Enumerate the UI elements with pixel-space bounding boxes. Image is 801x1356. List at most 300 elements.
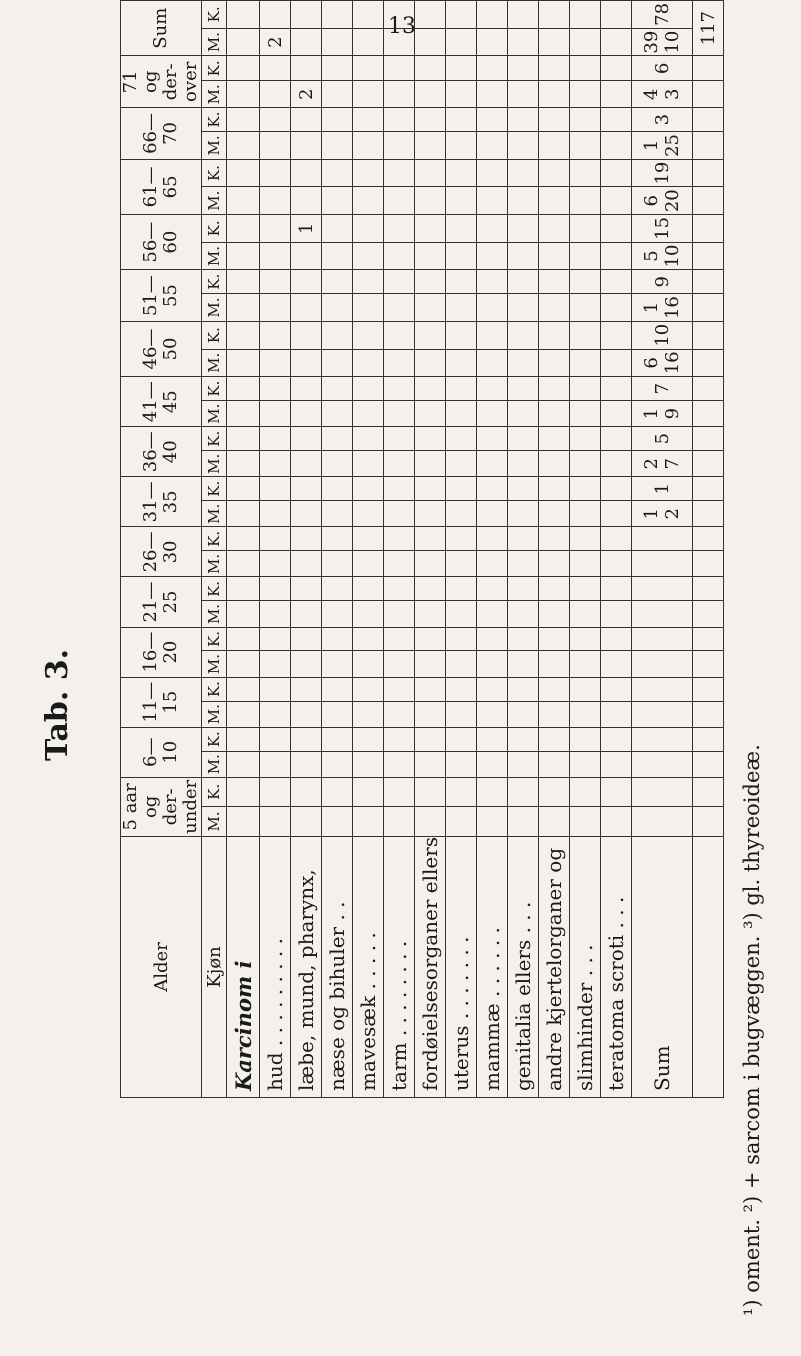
- table-cell: [415, 215, 446, 243]
- table-cell: [291, 28, 322, 56]
- sex-header-k: K.: [202, 321, 227, 349]
- row-label: teratoma scroti . . .: [601, 836, 632, 1097]
- table-cell: [322, 321, 353, 349]
- age-group-header: 56—60: [121, 215, 202, 270]
- table-cell: [322, 401, 353, 427]
- sum-cell: 1 9: [632, 401, 693, 427]
- table-cell: [539, 427, 570, 451]
- table-cell: [539, 727, 570, 751]
- empty-cell: [693, 527, 724, 551]
- table-cell: [260, 477, 291, 501]
- table-cell: [539, 527, 570, 551]
- table-cell: [570, 215, 601, 243]
- empty-cell: [693, 806, 724, 836]
- table-cell: [508, 427, 539, 451]
- table-cell: [570, 427, 601, 451]
- table-cell: [477, 577, 508, 601]
- table-cell: [415, 451, 446, 477]
- table-cell: [322, 187, 353, 215]
- empty-cell: [227, 132, 260, 160]
- table-cell: [570, 527, 601, 551]
- table-cell: [415, 651, 446, 677]
- table-cell: [353, 108, 384, 132]
- table-cell: [477, 28, 508, 56]
- table-cell: [570, 28, 601, 56]
- table-cell: [384, 427, 415, 451]
- table-cell: 2: [291, 81, 322, 108]
- table-cell: [384, 159, 415, 187]
- table-cell: [322, 349, 353, 377]
- table-cell: [539, 477, 570, 501]
- table-cell: [384, 501, 415, 527]
- table-cell: [260, 527, 291, 551]
- empty-cell: [693, 601, 724, 627]
- table-cell: [260, 427, 291, 451]
- row-label: genitalia ellers . . .: [508, 836, 539, 1097]
- table-cell: [477, 727, 508, 751]
- table-cell: [570, 349, 601, 377]
- table-cell: [384, 294, 415, 322]
- table-cell: [446, 187, 477, 215]
- table-cell: [384, 627, 415, 651]
- empty-cell: [227, 777, 260, 806]
- table-row: [384, 1, 415, 1098]
- age-group-header: 41—45: [121, 377, 202, 427]
- empty-cell: [227, 108, 260, 132]
- table-row: [353, 1, 384, 1098]
- table-cell: [570, 81, 601, 108]
- table-cell: [322, 627, 353, 651]
- table-cell: [291, 242, 322, 270]
- table-cell: [322, 601, 353, 627]
- table-cell: [384, 451, 415, 477]
- sex-header-m: M.: [202, 601, 227, 627]
- table-cell: [570, 627, 601, 651]
- table-cell: [322, 806, 353, 836]
- sex-header-m: M.: [202, 806, 227, 836]
- table-cell: [570, 727, 601, 751]
- sum-cell: 3: [632, 108, 693, 132]
- table-cell: [570, 270, 601, 294]
- table-cell: [260, 377, 291, 401]
- table-cell: [384, 727, 415, 751]
- table-cell: [353, 551, 384, 577]
- table-cell: [601, 751, 632, 777]
- table-cell: [322, 577, 353, 601]
- table-cell: [477, 1, 508, 29]
- sex-header-k: K.: [202, 577, 227, 601]
- table-cell: [477, 651, 508, 677]
- table-cell: [570, 159, 601, 187]
- empty-cell: [227, 451, 260, 477]
- table-cell: [322, 108, 353, 132]
- table-cell: [446, 527, 477, 551]
- row-label: uterus . . . . . . .: [446, 836, 477, 1097]
- table-cell: [570, 551, 601, 577]
- table-cell: [384, 551, 415, 577]
- table-cell: [291, 187, 322, 215]
- table-cell: [353, 1, 384, 29]
- empty-cell: [227, 242, 260, 270]
- sum-cell: 2 7: [632, 451, 693, 477]
- table-cell: [570, 651, 601, 677]
- table-cell: [322, 159, 353, 187]
- table-cell: [353, 28, 384, 56]
- table-cell: [353, 56, 384, 81]
- table-cell: [322, 651, 353, 677]
- empty-cell: [693, 81, 724, 108]
- empty-cell: [227, 377, 260, 401]
- table-cell: [260, 187, 291, 215]
- group-heading: Karcinom i: [227, 836, 260, 1097]
- table-cell: [291, 427, 322, 451]
- table-cell: [291, 627, 322, 651]
- table-cell: [477, 806, 508, 836]
- table-cell: [260, 56, 291, 81]
- table-cell: [508, 28, 539, 56]
- table-cell: [260, 270, 291, 294]
- table-cell: [353, 81, 384, 108]
- table-cell: [570, 187, 601, 215]
- table-cell: [291, 132, 322, 160]
- sum-cell: 6 20: [632, 187, 693, 215]
- table-cell: [415, 349, 446, 377]
- age-group-header: 66—70: [121, 108, 202, 160]
- table-cell: [446, 321, 477, 349]
- table-cell: [477, 701, 508, 727]
- table-cell: [384, 806, 415, 836]
- table-cell: [539, 159, 570, 187]
- age-group-header: 61—65: [121, 159, 202, 214]
- table-cell: [508, 527, 539, 551]
- sex-header-m: M.: [202, 401, 227, 427]
- table-cell: [601, 451, 632, 477]
- table-row: [322, 1, 353, 1098]
- table-cell: [384, 751, 415, 777]
- table-cell: [508, 56, 539, 81]
- table-cell: [384, 377, 415, 401]
- table-cell: [570, 377, 601, 401]
- table-cell: [539, 294, 570, 322]
- row-label: slimhinder . . .: [570, 836, 601, 1097]
- table-cell: [291, 806, 322, 836]
- age-group-header: 16—20: [121, 627, 202, 677]
- table-cell: [446, 28, 477, 56]
- table-cell: [446, 427, 477, 451]
- table-cell: [477, 132, 508, 160]
- table-cell: [539, 651, 570, 677]
- sum-cell: 10: [632, 321, 693, 349]
- sum-cell: 19: [632, 159, 693, 187]
- sum-cell: [632, 651, 693, 677]
- table-cell: [415, 427, 446, 451]
- table-cell: [260, 806, 291, 836]
- table-cell: [601, 427, 632, 451]
- age-group-header: 31—35: [121, 477, 202, 527]
- table-cell: [446, 601, 477, 627]
- empty-cell: [227, 701, 260, 727]
- empty-cell: [693, 270, 724, 294]
- table-cell: [508, 551, 539, 577]
- table-cell: [601, 701, 632, 727]
- table-cell: [260, 81, 291, 108]
- table-cell: [415, 777, 446, 806]
- table-cell: [539, 108, 570, 132]
- table-cell: [384, 777, 415, 806]
- table-cell: [353, 132, 384, 160]
- empty-cell: [227, 215, 260, 243]
- table-cell: [291, 501, 322, 527]
- sex-header-m: M.: [202, 81, 227, 108]
- table-cell: [260, 501, 291, 527]
- age-group-header: 36—40: [121, 427, 202, 477]
- table-cell: [384, 270, 415, 294]
- table-cell: [260, 627, 291, 651]
- empty-cell: [227, 477, 260, 501]
- sum-total: 2: [662, 508, 683, 520]
- table-cell: [539, 777, 570, 806]
- table-cell: [508, 727, 539, 751]
- table-cell: [601, 627, 632, 651]
- table-cell: [601, 377, 632, 401]
- sex-header-k: K.: [202, 377, 227, 401]
- table-cell: [508, 806, 539, 836]
- sex-header-m: M.: [202, 349, 227, 377]
- table-cell: [415, 806, 446, 836]
- sum-total: 9: [662, 407, 683, 420]
- table-cell: [570, 451, 601, 477]
- table-row: [477, 1, 508, 1098]
- table-cell: [384, 527, 415, 551]
- sum-label: Sum: [632, 836, 693, 1097]
- table-cell: [601, 270, 632, 294]
- table-cell: [353, 527, 384, 551]
- table-cell: [508, 777, 539, 806]
- table-cell: [353, 401, 384, 427]
- table-cell: [322, 377, 353, 401]
- table-cell: [353, 577, 384, 601]
- table-cell: [601, 577, 632, 601]
- table-cell: [539, 270, 570, 294]
- table-cell: [353, 601, 384, 627]
- grand-total: 117: [693, 1, 724, 56]
- empty-cell: [693, 777, 724, 806]
- table-cell: [446, 401, 477, 427]
- table-cell: [508, 477, 539, 501]
- table-cell: [539, 551, 570, 577]
- table-cell: [353, 751, 384, 777]
- table-cell: [477, 349, 508, 377]
- table-cell: [260, 401, 291, 427]
- table-cell: [539, 577, 570, 601]
- table-cell: [539, 242, 570, 270]
- empty-cell: [693, 215, 724, 243]
- table-cell: [601, 806, 632, 836]
- table-cell: [415, 577, 446, 601]
- table-cell: [353, 806, 384, 836]
- table-cell: [353, 270, 384, 294]
- table-cell: [601, 1, 632, 29]
- table-cell: [508, 132, 539, 160]
- table-row: [508, 1, 539, 1098]
- table-cell: [601, 527, 632, 551]
- sum-total: 10: [662, 244, 683, 268]
- sum-cell: 78: [632, 1, 693, 29]
- table-cell: [291, 377, 322, 401]
- table-cell: 1: [291, 215, 322, 243]
- kjon-header: Kjøn: [202, 836, 227, 1097]
- age-group-header: Sum: [121, 1, 202, 56]
- table-cell: [446, 477, 477, 501]
- table-cell: [446, 627, 477, 651]
- table-cell: [322, 242, 353, 270]
- table-cell: [291, 1, 322, 29]
- table-cell: [291, 477, 322, 501]
- table-cell: [508, 81, 539, 108]
- table-cell: [353, 677, 384, 701]
- table-row: [415, 1, 446, 1098]
- table-cell: [260, 551, 291, 577]
- table-cell: [508, 677, 539, 701]
- sex-header-k: K.: [202, 159, 227, 187]
- table-cell: [601, 56, 632, 81]
- age-group-header: 21—25: [121, 577, 202, 627]
- table-cell: [353, 215, 384, 243]
- table-cell: [601, 215, 632, 243]
- table-cell: [508, 349, 539, 377]
- table-cell: [570, 1, 601, 29]
- sum-cell: [632, 751, 693, 777]
- table-cell: [415, 751, 446, 777]
- table-cell: [322, 677, 353, 701]
- sum-cell: 1: [632, 477, 693, 501]
- sex-header-m: M.: [202, 501, 227, 527]
- table-cell: [353, 294, 384, 322]
- table-cell: [353, 321, 384, 349]
- age-group-header: 51—55: [121, 270, 202, 322]
- table-cell: [322, 294, 353, 322]
- table-cell: [477, 751, 508, 777]
- table-cell: [570, 477, 601, 501]
- table-cell: [508, 242, 539, 270]
- table-cell: [508, 294, 539, 322]
- table-cell: [601, 108, 632, 132]
- table-cell: [322, 28, 353, 56]
- empty-cell: [227, 627, 260, 651]
- table-cell: [415, 28, 446, 56]
- grand-total-spacer: [693, 836, 724, 1097]
- empty-cell: [227, 401, 260, 427]
- table-cell: [601, 28, 632, 56]
- table-cell: [415, 321, 446, 349]
- table-cell: [415, 242, 446, 270]
- table-cell: [353, 187, 384, 215]
- empty-cell: [227, 349, 260, 377]
- empty-cell: [227, 1, 260, 29]
- empty-cell: [693, 627, 724, 651]
- table-cell: [539, 215, 570, 243]
- row-label: læbe, mund, pharynx,: [291, 836, 322, 1097]
- sex-header-m: M.: [202, 242, 227, 270]
- empty-cell: [693, 321, 724, 349]
- age-group-header: 5 aar og der-under: [121, 777, 202, 836]
- table-cell: [291, 601, 322, 627]
- table-cell: [446, 777, 477, 806]
- table-cell: [291, 727, 322, 751]
- empty-cell: [693, 159, 724, 187]
- empty-cell: [693, 56, 724, 81]
- sex-header-k: K.: [202, 477, 227, 501]
- table-cell: [415, 159, 446, 187]
- table-cell: [508, 751, 539, 777]
- table-cell: [260, 577, 291, 601]
- table-cell: [322, 81, 353, 108]
- table-cell: [508, 401, 539, 427]
- sex-header-m: M.: [202, 551, 227, 577]
- empty-cell: [693, 187, 724, 215]
- table-cell: [384, 401, 415, 427]
- age-group-header: 71 og der-over: [121, 56, 202, 108]
- table-cell: [291, 401, 322, 427]
- table-cell: [539, 401, 570, 427]
- table-cell: [539, 451, 570, 477]
- sex-header-k: K.: [202, 215, 227, 243]
- table-cell: [384, 577, 415, 601]
- table-cell: [446, 751, 477, 777]
- empty-cell: [227, 527, 260, 551]
- table-cell: [415, 187, 446, 215]
- table-cell: [446, 577, 477, 601]
- table-cell: [260, 1, 291, 29]
- table-cell: [291, 56, 322, 81]
- empty-cell: [693, 294, 724, 322]
- table-cell: [291, 777, 322, 806]
- sum-cell: [632, 527, 693, 551]
- table-cell: [384, 108, 415, 132]
- sum-total: 3: [662, 88, 683, 100]
- sex-header-k: K.: [202, 427, 227, 451]
- empty-cell: [227, 601, 260, 627]
- table-cell: [508, 601, 539, 627]
- sum-cell: [632, 806, 693, 836]
- sum-cell: [632, 627, 693, 651]
- sex-header-m: M.: [202, 751, 227, 777]
- table-cell: [415, 1, 446, 29]
- table-cell: [260, 159, 291, 187]
- table-cell: [446, 551, 477, 577]
- table-cell: [570, 242, 601, 270]
- table-cell: [322, 132, 353, 160]
- empty-cell: [693, 727, 724, 751]
- empty-cell: [227, 159, 260, 187]
- table-cell: [384, 477, 415, 501]
- sum-cell: [632, 701, 693, 727]
- table-cell: [601, 677, 632, 701]
- table-cell: [415, 727, 446, 751]
- table-cell: [415, 477, 446, 501]
- table-cell: [384, 601, 415, 627]
- empty-cell: [227, 321, 260, 349]
- table-cell: [446, 294, 477, 322]
- table-cell: [508, 108, 539, 132]
- table-cell: [353, 777, 384, 806]
- table-cell: [539, 601, 570, 627]
- table-cell: [260, 242, 291, 270]
- table-cell: [477, 427, 508, 451]
- table-cell: [539, 81, 570, 108]
- table-cell: [353, 377, 384, 401]
- table-cell: [477, 477, 508, 501]
